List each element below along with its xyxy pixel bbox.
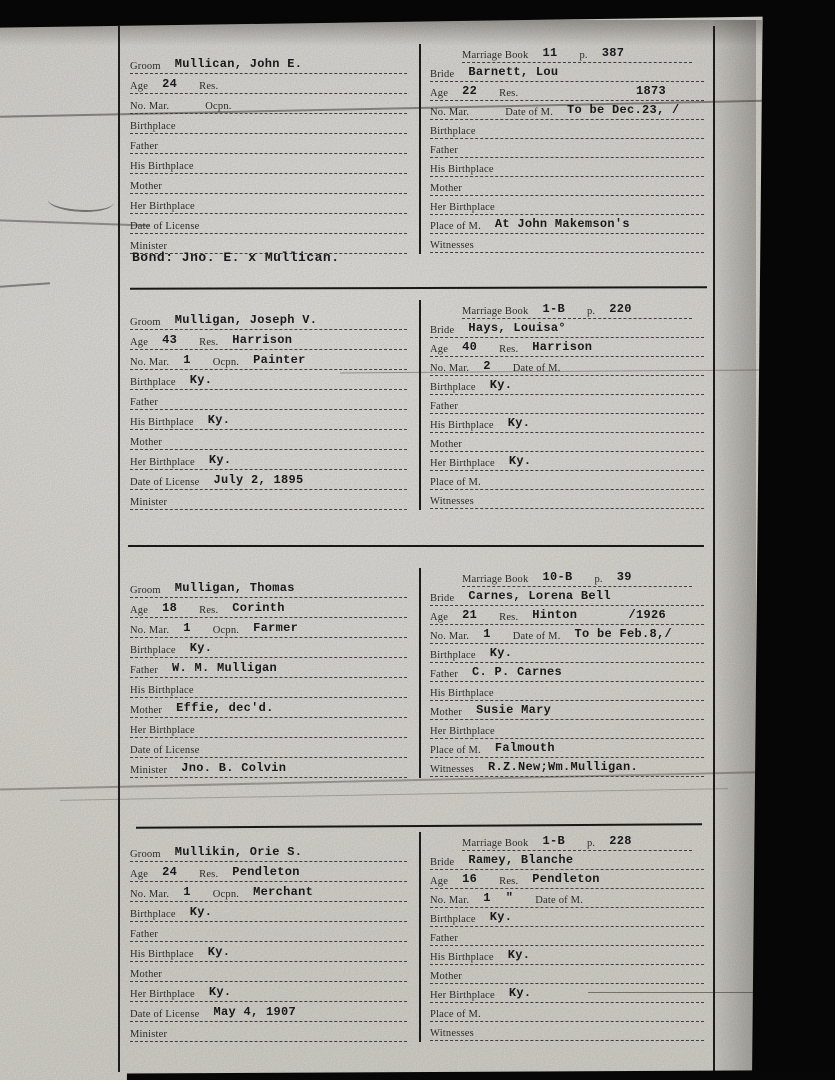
field-label: Her Birthplace bbox=[430, 990, 495, 1001]
field-label: Date of License bbox=[130, 1009, 200, 1020]
pen-mark bbox=[47, 187, 115, 215]
field-label: Place of M. bbox=[430, 1009, 481, 1020]
field-row-witnesses bbox=[430, 234, 704, 253]
bride-column bbox=[419, 44, 708, 254]
field-value: 40 bbox=[462, 340, 478, 354]
field-value: Ky. bbox=[207, 945, 231, 959]
field-value: Farmer bbox=[253, 621, 299, 635]
field-row-witnesses bbox=[430, 758, 704, 777]
field-row-mother bbox=[130, 430, 407, 450]
field-row-date-of-license bbox=[130, 738, 407, 758]
field-label: Bride bbox=[430, 857, 455, 868]
field-row-birthplace bbox=[430, 120, 704, 139]
field-row-birthplace bbox=[130, 638, 407, 658]
field-value: Ky. bbox=[507, 948, 531, 962]
field-label: Age bbox=[130, 869, 149, 880]
field-value: Hays, Louisa° bbox=[468, 321, 566, 335]
card-left-border bbox=[118, 26, 120, 1072]
field-label: Date of License bbox=[130, 477, 200, 488]
field-row-groom bbox=[130, 578, 407, 598]
field-value: Susie Mary bbox=[476, 703, 552, 717]
field-value: To be Feb.8,/ bbox=[574, 627, 673, 641]
field-row-mother bbox=[130, 174, 407, 194]
field-label: Her Birthplace bbox=[130, 457, 195, 468]
field-row-father bbox=[130, 390, 407, 410]
field-row-place-of-m bbox=[430, 1003, 704, 1022]
field-row-no-mar bbox=[130, 618, 407, 638]
field-row-mother bbox=[430, 965, 704, 984]
field-value: Falmouth bbox=[494, 741, 555, 755]
field-row-her-birthplace bbox=[130, 982, 407, 1002]
field-label: Father bbox=[130, 665, 159, 676]
field-row-bride bbox=[430, 319, 704, 338]
field-label: Bride bbox=[430, 325, 455, 336]
field-value: Mullikin, Orie S. bbox=[174, 845, 303, 859]
field-value: Harrison bbox=[232, 333, 293, 347]
field-label: Age bbox=[130, 81, 149, 92]
field-value: Ky. bbox=[208, 985, 232, 999]
record-separator bbox=[136, 823, 702, 828]
field-label: His Birthplace bbox=[130, 949, 194, 960]
field-label: Age bbox=[430, 88, 449, 99]
field-value: C. P. Carnes bbox=[472, 665, 563, 679]
field-label: Place of M. bbox=[430, 221, 481, 232]
marriage-book-row bbox=[462, 832, 692, 851]
field-label: No. Mar. bbox=[130, 101, 170, 112]
field-row-age bbox=[430, 338, 704, 357]
field-value: 10-B bbox=[542, 570, 573, 584]
field-label: His Birthplace bbox=[130, 161, 194, 172]
field-row-birthplace bbox=[430, 644, 704, 663]
field-row-father bbox=[130, 658, 407, 678]
field-label: Date of M. bbox=[512, 631, 561, 642]
field-label: His Birthplace bbox=[430, 164, 494, 175]
field-label: Birthplace bbox=[130, 909, 176, 920]
field-label: Her Birthplace bbox=[430, 202, 495, 213]
field-label: Bride bbox=[430, 593, 455, 604]
field-label: Age bbox=[130, 605, 149, 616]
field-label: Res. bbox=[499, 344, 519, 355]
pen-mark bbox=[0, 282, 50, 287]
scan-artifact-line bbox=[60, 788, 728, 801]
bride-column bbox=[419, 832, 708, 1042]
field-row-age bbox=[130, 862, 407, 882]
field-label: Res. bbox=[499, 612, 519, 623]
field-value: 1 bbox=[183, 885, 191, 899]
field-label: Ocpn. bbox=[205, 101, 232, 112]
field-label: Witnesses bbox=[430, 240, 474, 251]
field-label: p. bbox=[579, 50, 588, 61]
field-label: Her Birthplace bbox=[130, 201, 195, 212]
bond-note: Bond: Jno. E. x Mullican. bbox=[132, 250, 340, 265]
field-label: Place of M. bbox=[430, 745, 481, 756]
field-row-place-of-m bbox=[430, 215, 704, 234]
scan-artifact-line bbox=[0, 219, 150, 226]
field-label: Father bbox=[430, 669, 459, 680]
field-label: Age bbox=[430, 876, 449, 887]
field-value: Ky. bbox=[189, 905, 213, 919]
field-value: Ky. bbox=[507, 416, 531, 430]
field-value: Ky. bbox=[208, 453, 232, 467]
field-label: Date of M. bbox=[505, 107, 554, 118]
bride-column bbox=[419, 568, 708, 778]
field-label: His Birthplace bbox=[130, 685, 194, 696]
field-row-no-mar bbox=[130, 882, 407, 902]
field-label: Witnesses bbox=[430, 764, 474, 775]
field-value: 2 bbox=[483, 359, 491, 373]
field-label: Age bbox=[430, 612, 449, 623]
bride-column bbox=[419, 300, 708, 510]
field-value: 11 bbox=[542, 46, 558, 60]
marriage-book-row bbox=[462, 44, 692, 63]
field-label: No. Mar. bbox=[130, 357, 170, 368]
field-label: Ocpn. bbox=[212, 357, 240, 368]
field-row-his-birthplace bbox=[130, 154, 407, 174]
scanner-black-edge-right bbox=[752, 0, 835, 1080]
record-separator bbox=[128, 545, 704, 547]
field-extra-value: /1926 bbox=[628, 608, 666, 622]
field-value: Carnes, Lorena Bell bbox=[468, 589, 611, 603]
field-value: Ky. bbox=[207, 413, 231, 427]
field-row-bride bbox=[430, 63, 704, 82]
marriage-record-3 bbox=[130, 568, 708, 778]
field-value: 24 bbox=[162, 865, 178, 879]
field-row-birthplace bbox=[430, 908, 704, 927]
field-value: Pendleton bbox=[532, 872, 600, 886]
field-value: Barnett, Lou bbox=[468, 65, 559, 79]
field-label: Her Birthplace bbox=[430, 458, 495, 469]
marriage-record-2 bbox=[130, 300, 708, 510]
field-row-witnesses bbox=[430, 1022, 704, 1041]
field-row-no-mar bbox=[430, 625, 704, 644]
field-label: Res. bbox=[499, 88, 519, 99]
field-label: Birthplace bbox=[130, 645, 176, 656]
field-label: Mother bbox=[430, 439, 463, 450]
field-row-birthplace bbox=[130, 902, 407, 922]
field-label: Mother bbox=[430, 707, 463, 718]
field-row-her-birthplace bbox=[430, 196, 704, 215]
field-label: Witnesses bbox=[430, 496, 474, 507]
marriage-book-row bbox=[462, 300, 692, 319]
field-label: Mother bbox=[130, 437, 163, 448]
field-label: Father bbox=[430, 401, 459, 412]
field-row-his-birthplace bbox=[430, 414, 704, 433]
field-label: Father bbox=[430, 933, 459, 944]
groom-column bbox=[130, 842, 419, 1042]
field-row-no-mar bbox=[130, 350, 407, 370]
field-label: His Birthplace bbox=[130, 417, 194, 428]
field-value: Ramey, Blanche bbox=[468, 853, 574, 867]
field-value: 1-B bbox=[542, 302, 565, 316]
field-row-mother bbox=[430, 177, 704, 196]
field-row-bride bbox=[430, 587, 704, 606]
field-row-her-birthplace bbox=[130, 718, 407, 738]
field-label: Mother bbox=[430, 971, 463, 982]
field-value: Mullican, John E. bbox=[174, 57, 303, 71]
field-label: Father bbox=[130, 141, 159, 152]
field-label: Minister bbox=[130, 765, 168, 776]
field-label: Marriage Book bbox=[462, 50, 529, 61]
field-label: Age bbox=[430, 344, 449, 355]
field-row-birthplace bbox=[130, 370, 407, 390]
scan-shadow-right bbox=[714, 20, 756, 1072]
field-value: Mulligan, Thomas bbox=[174, 581, 295, 595]
field-value: Hinton bbox=[532, 608, 578, 622]
field-value: 387 bbox=[601, 46, 625, 60]
field-label: Mother bbox=[430, 183, 463, 194]
field-label: Marriage Book bbox=[462, 574, 529, 585]
field-label: No. Mar. bbox=[430, 631, 470, 642]
field-label: p. bbox=[594, 574, 603, 585]
field-value: 39 bbox=[616, 570, 632, 584]
field-label: No. Mar. bbox=[130, 889, 170, 900]
field-label: Her Birthplace bbox=[430, 726, 495, 737]
field-label: Witnesses bbox=[430, 1028, 474, 1039]
field-label: Date of M. bbox=[535, 895, 584, 906]
field-row-minister bbox=[130, 490, 407, 510]
groom-column bbox=[130, 578, 419, 778]
field-value: 1 bbox=[483, 627, 491, 641]
field-row-groom bbox=[130, 310, 407, 330]
field-label: Marriage Book bbox=[462, 838, 529, 849]
field-label: Place of M. bbox=[430, 477, 481, 488]
field-row-bride bbox=[430, 851, 704, 870]
field-label: Birthplace bbox=[430, 382, 476, 393]
field-value: Pendleton bbox=[232, 865, 300, 879]
scanner-black-edge-bottom bbox=[0, 1070, 835, 1080]
field-row-father bbox=[430, 139, 704, 158]
groom-column bbox=[130, 310, 419, 510]
field-row-groom bbox=[130, 842, 407, 862]
field-label: Res. bbox=[499, 876, 519, 887]
field-row-his-birthplace bbox=[130, 942, 407, 962]
field-row-no-mar bbox=[430, 889, 704, 908]
field-label: Minister bbox=[130, 1029, 168, 1040]
field-value: Ky. bbox=[508, 454, 532, 468]
field-row-place-of-m bbox=[430, 471, 704, 490]
field-value: 24 bbox=[162, 77, 178, 91]
field-value: 1 bbox=[183, 353, 191, 367]
field-label: Birthplace bbox=[130, 377, 176, 388]
field-row-birthplace bbox=[430, 376, 704, 395]
field-value: Ky. bbox=[189, 641, 213, 655]
field-row-father bbox=[130, 922, 407, 942]
field-value: 1 bbox=[183, 621, 191, 635]
field-label: Res. bbox=[199, 605, 219, 616]
field-row-mother bbox=[130, 962, 407, 982]
field-row-her-birthplace bbox=[430, 984, 704, 1003]
field-label: p. bbox=[586, 306, 596, 317]
field-row-mother bbox=[430, 433, 704, 452]
field-row-her-birthplace bbox=[130, 194, 407, 214]
marriage-record-1 bbox=[130, 44, 708, 254]
field-label: No. Mar. bbox=[430, 107, 470, 118]
field-label: Ocpn. bbox=[212, 889, 240, 900]
marriage-record-4 bbox=[130, 832, 708, 1042]
field-row-groom bbox=[130, 54, 407, 74]
field-value: May 4, 1907 bbox=[213, 1005, 296, 1019]
field-label: Age bbox=[130, 337, 149, 348]
field-value: 16 bbox=[462, 872, 478, 886]
field-label: No. Mar. bbox=[130, 625, 170, 636]
field-value: At John Makemson's bbox=[494, 217, 630, 231]
field-value: 220 bbox=[609, 302, 632, 316]
field-value: 22 bbox=[462, 84, 478, 98]
field-value: Merchant bbox=[253, 885, 314, 899]
field-value: Ky. bbox=[489, 646, 513, 660]
field-label: Groom bbox=[130, 317, 161, 328]
field-row-her-birthplace bbox=[130, 450, 407, 470]
field-label: Mother bbox=[130, 705, 163, 716]
field-row-age bbox=[430, 82, 704, 101]
field-row-date-of-license bbox=[130, 470, 407, 490]
field-label: No. Mar. bbox=[430, 895, 470, 906]
field-label: Birthplace bbox=[430, 650, 476, 661]
field-label: Res. bbox=[199, 869, 219, 880]
field-row-no-mar bbox=[430, 357, 704, 376]
field-row-his-birthplace bbox=[130, 410, 407, 430]
field-label: Minister bbox=[130, 241, 168, 252]
field-label: Groom bbox=[130, 585, 161, 596]
field-row-birthplace bbox=[130, 114, 407, 134]
field-label: Date of License bbox=[130, 221, 200, 232]
field-value: 228 bbox=[609, 834, 632, 848]
field-label: Her Birthplace bbox=[130, 989, 195, 1000]
field-value: July 2, 1895 bbox=[213, 473, 304, 487]
field-label: p. bbox=[586, 838, 596, 849]
field-value: Jno. B. Colvin bbox=[181, 761, 287, 775]
field-label: Birthplace bbox=[430, 914, 476, 925]
field-row-his-birthplace bbox=[430, 682, 704, 701]
field-label: Date of M. bbox=[512, 363, 561, 374]
field-value: 21 bbox=[462, 608, 478, 622]
field-row-her-birthplace bbox=[430, 720, 704, 739]
field-value: Ky. bbox=[508, 986, 532, 1000]
field-row-date-of-license bbox=[130, 214, 407, 234]
field-label: Birthplace bbox=[130, 121, 176, 132]
field-extra-value: 1873 bbox=[635, 84, 666, 98]
field-label: Father bbox=[130, 929, 159, 940]
field-value: Mulligan, Joseph V. bbox=[174, 313, 318, 327]
field-label: No. Mar. bbox=[430, 363, 470, 374]
field-row-his-birthplace bbox=[430, 946, 704, 965]
field-row-age bbox=[130, 330, 407, 350]
field-row-father bbox=[130, 134, 407, 154]
record-separator bbox=[130, 286, 707, 290]
field-value: 18 bbox=[162, 601, 178, 615]
field-row-his-birthplace bbox=[130, 678, 407, 698]
field-label: Mother bbox=[130, 969, 163, 980]
field-label: His Birthplace bbox=[430, 952, 494, 963]
field-row-age bbox=[430, 870, 704, 889]
field-row-age bbox=[130, 598, 407, 618]
field-label: Father bbox=[130, 397, 159, 408]
field-value: W. M. Mulligan bbox=[172, 661, 278, 675]
field-label: Father bbox=[430, 145, 459, 156]
field-value: 1 " bbox=[483, 891, 514, 905]
field-label: Her Birthplace bbox=[130, 725, 195, 736]
field-row-her-birthplace bbox=[430, 452, 704, 471]
field-value: Ky. bbox=[489, 910, 513, 924]
field-label: Groom bbox=[130, 849, 161, 860]
field-row-date-of-license bbox=[130, 1002, 407, 1022]
groom-column bbox=[130, 54, 419, 254]
field-row-father bbox=[430, 663, 704, 682]
field-row-minister bbox=[130, 1022, 407, 1042]
field-row-place-of-m bbox=[430, 739, 704, 758]
field-row-father bbox=[430, 927, 704, 946]
field-label: Res. bbox=[199, 81, 219, 92]
field-label: His Birthplace bbox=[430, 688, 494, 699]
field-label: Mother bbox=[130, 181, 163, 192]
field-row-his-birthplace bbox=[430, 158, 704, 177]
field-label: Ocpn. bbox=[212, 625, 240, 636]
field-row-no-mar bbox=[430, 101, 704, 120]
field-label: Minister bbox=[130, 497, 168, 508]
field-value: Harrison bbox=[532, 340, 593, 354]
field-value: R.Z.New;Wm.Mulligan. bbox=[487, 760, 638, 774]
field-label: Marriage Book bbox=[462, 306, 529, 317]
field-value: 43 bbox=[162, 333, 178, 347]
field-row-age bbox=[430, 606, 704, 625]
field-value: Painter bbox=[253, 353, 306, 367]
field-label: Groom bbox=[130, 61, 161, 72]
field-value: 1-B bbox=[542, 834, 565, 848]
marriage-book-row bbox=[462, 568, 692, 587]
field-row-mother bbox=[130, 698, 407, 718]
field-row-age bbox=[130, 74, 407, 94]
field-row-minister bbox=[130, 758, 407, 778]
field-label: Birthplace bbox=[430, 126, 476, 137]
field-row-father bbox=[430, 395, 704, 414]
field-value: Effie, dec'd. bbox=[176, 701, 274, 715]
field-label: Date of License bbox=[130, 745, 200, 756]
field-value: Ky. bbox=[189, 373, 213, 387]
field-row-mother bbox=[430, 701, 704, 720]
field-value: Corinth bbox=[232, 601, 285, 615]
field-value: To be Dec.23, / bbox=[567, 103, 680, 117]
field-label: Bride bbox=[430, 69, 455, 80]
card-right-border bbox=[713, 26, 715, 1072]
field-label: His Birthplace bbox=[430, 420, 494, 431]
field-value: Ky. bbox=[489, 378, 513, 392]
field-row-no-mar bbox=[130, 94, 407, 114]
field-label: Res. bbox=[199, 337, 219, 348]
field-row-witnesses bbox=[430, 490, 704, 509]
